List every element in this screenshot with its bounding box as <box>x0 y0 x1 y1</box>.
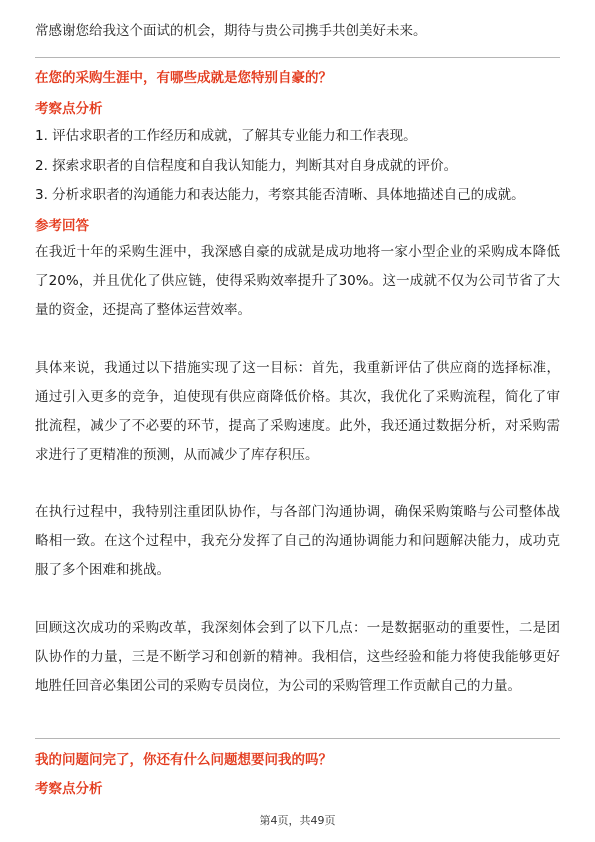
intro-line: 常感谢您给我这个面试的机会，期待与贵公司携手共创美好未来。 <box>35 23 427 39</box>
analysis-item: 1. 评估求职者的工作经历和成就，了解其专业能力和工作表现。 <box>35 128 417 144</box>
analysis-heading: 考察点分析 <box>35 101 103 117</box>
question-heading: 我的问题问完了，你还有什么问题想要问我的吗？ <box>35 752 332 768</box>
answer-paragraph: 在我近十年的采购生涯中，我深感自豪的成就是成功地将一家小型企业的采购成本降低了20%，并且优化了供应链，使得采购效率提升了30%。这一成就不仅为公司节省了大量的资金，还提高了整体运营效率。 <box>35 244 560 318</box>
analysis-item: 2. 探索求职者的自信程度和自我认知能力，判断其对自身成就的评价。 <box>35 158 458 174</box>
answer-paragraph: 回顾这次成功的采购改革，我深刻体会到了以下几点：一是数据驱动的重要性，二是团队协作的力量，三是不断学习和创新的精神。我相信，这些经验和能力将使我能够更好地胜任回音必集团公司的采购专员岗位，为公司的采购管理工作贡献自己的力量。 <box>35 620 560 694</box>
divider <box>35 738 560 739</box>
answer-heading: 参考回答 <box>35 218 89 234</box>
page-number: 第4页，共49页 <box>259 814 336 827</box>
answer-paragraph: 具体来说，我通过以下措施实现了这一目标：首先，我重新评估了供应商的选择标准，通过引入更多的竞争，迫使现有供应商降低价格。其次，我优化了采购流程，简化了审批流程，减少了不必要的环节，提高了采购速度。此外，我还通过数据分析，对采购需求进行了更精准的预测，从而减少了库存积压。 <box>35 360 560 463</box>
answer-paragraph: 在执行过程中，我特别注重团队协作，与各部门沟通协调，确保采购策略与公司整体战略相一致。在这个过程中，我充分发挥了自己的沟通协调能力和问题解决能力，成功克服了多个困难和挑战。 <box>35 504 560 578</box>
divider <box>35 57 560 58</box>
analysis-heading: 考察点分析 <box>35 781 103 797</box>
analysis-item: 3. 分析求职者的沟通能力和表达能力，考察其能否清晰、具体地描述自己的成就。 <box>35 187 525 203</box>
question-heading: 在您的采购生涯中，有哪些成就是您特别自豪的？ <box>35 70 332 86</box>
